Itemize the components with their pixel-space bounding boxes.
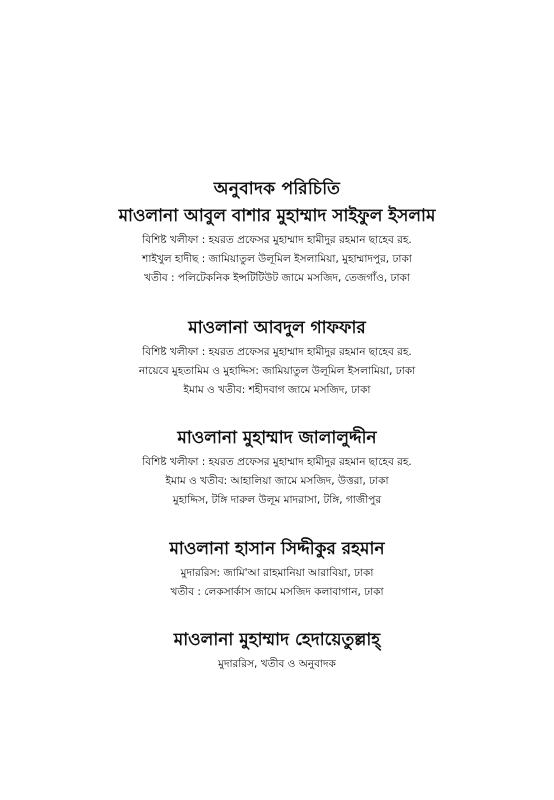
- translator-5: [0, 629, 554, 674]
- translator-detail: মুদাররিস, খতীব ও অনুবাদক: [218, 658, 336, 670]
- translator-3: [0, 427, 554, 510]
- translator-name: মাওলানা আবুল বাশার মুহাম্মাদ সাইফুল ইসলাম: [118, 206, 436, 226]
- translator-name: মাওলানা আবদুল গাফফার: [188, 318, 366, 338]
- translator-detail: বিশিষ্ট খলীফা : হযরত প্রফেসর মুহাম্মাদ হামীদুর রহমান ছাহেব রহ.: [142, 456, 412, 468]
- translator-name: মাওলানা মুহাম্মাদ হেদায়েতুল্লাহ্: [173, 630, 381, 650]
- translator-name: মাওলানা হাসান সিদ্দীকুর রহমান: [169, 539, 385, 559]
- translator-detail: মুহাদ্দিস, টঙ্গি দারুল উলূম মাদরাসা, টঙ্গি, গাজীপুর: [172, 494, 382, 506]
- translator-detail: ইমাম ও খতীব: আহালিয়া জামে মসজিদ, উত্তরা, ঢাকা: [165, 475, 389, 487]
- translator-detail: মুদাররিস: জামি'আ রাহমানিয়া আরাবিয়া, ঢাকা: [180, 567, 374, 579]
- translator-detail: বিশিষ্ট খলীফা : হযরত প্রফেসর মুহাম্মাদ হামীদুর রহমান ছাহেব রহ.: [142, 346, 412, 358]
- translator-detail: খতীব : লেকসার্কাস জামে মসজিদ কলাবাগান, ঢাকা: [170, 586, 384, 598]
- translator-detail: নায়েবে মুহতামিম ও মুহাদ্দিস: জামিয়াতুল উলূমিল ইসলামিয়া, ঢাকা: [138, 365, 416, 377]
- page-heading: অনুবাদক পরিচিতি: [213, 179, 341, 199]
- translator-detail: শাইখুল হাদীছ : জামিয়াতুল উলূমিল ইসলামিয়া, মুহাম্মাদপুর, ঢাকা: [142, 253, 412, 265]
- translator-detail: বিশিষ্ট খলীফা : হযরত প্রফেসর মুহাম্মাদ হামীদুর রহমান ছাহেব রহ.: [142, 234, 412, 246]
- translator-1: [0, 205, 554, 288]
- translator-4: [0, 538, 554, 602]
- translator-2: [0, 317, 554, 400]
- translator-name: মাওলানা মুহাম্মাদ জালালুদ্দীন: [177, 428, 377, 448]
- translator-detail: খতীব : পলিটেকনিক ইন্সটিটিউট জামে মসজিদ, তেজগাঁও, ঢাকা: [144, 272, 410, 284]
- translator-detail: ইমাম ও খতীব: শহীদবাগ জামে মসজিদ, ঢাকা: [183, 384, 371, 396]
